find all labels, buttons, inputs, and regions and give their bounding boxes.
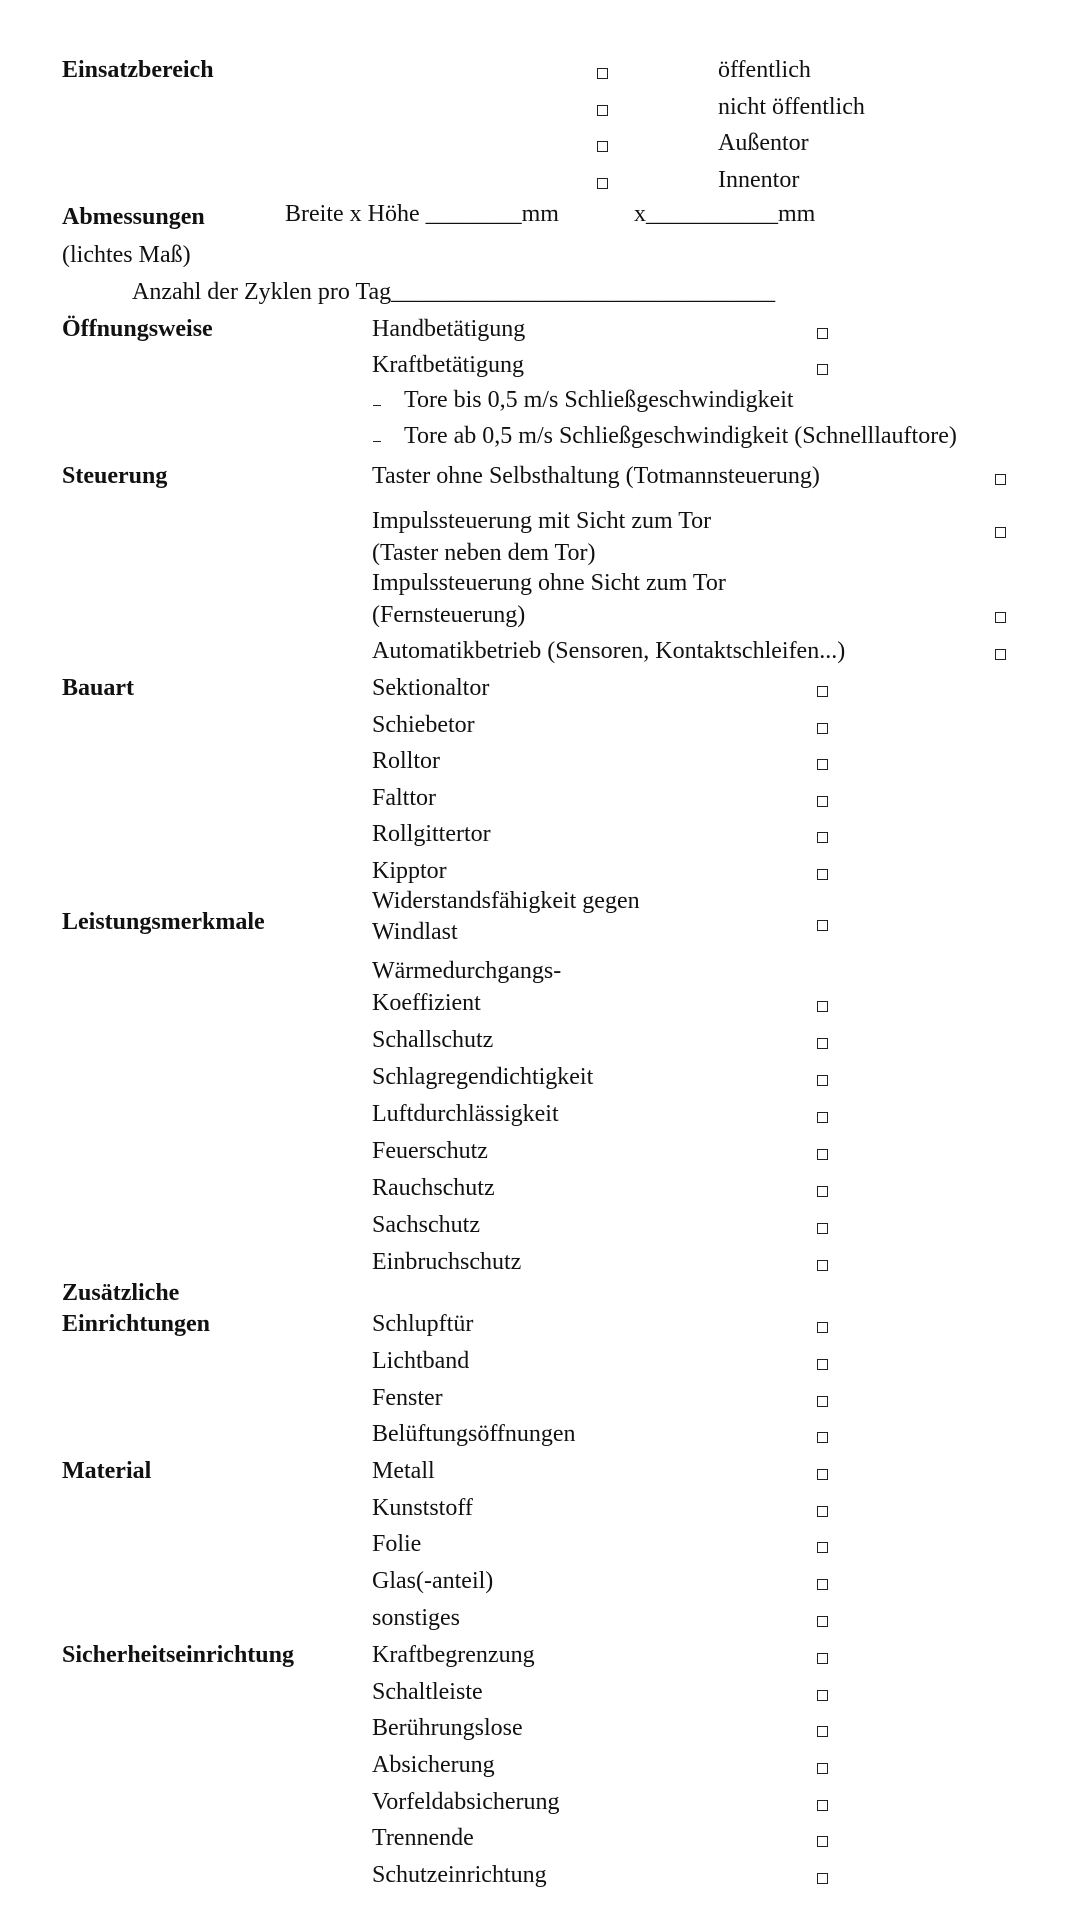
checkbox-kraftbetaetigung[interactable] — [817, 364, 828, 375]
sicherheit-item: Kraftbegrenzung — [372, 1642, 535, 1668]
leistung-item: Luftdurchlässigkeit — [372, 1101, 559, 1127]
checkbox-schlagregendichtigkeit[interactable] — [817, 1075, 828, 1086]
checkbox-schiebetor[interactable] — [817, 723, 828, 734]
checkbox-feuerschutz[interactable] — [817, 1149, 828, 1160]
checkbox-handbetaetigung[interactable] — [817, 328, 828, 339]
bauart-item: Schiebetor — [372, 712, 475, 738]
sicherheit-item: Vorfeldabsicherung — [372, 1789, 560, 1815]
checkbox-sachschutz[interactable] — [817, 1223, 828, 1234]
sicherheit-item: Schaltleiste — [372, 1679, 483, 1705]
hoehe-field[interactable]: x___________mm — [634, 201, 816, 227]
einsatzbereich-heading: Einsatzbereich — [62, 57, 214, 83]
option-oeffentlich: öffentlich — [718, 57, 811, 83]
checkbox-vorfeldabsicherung[interactable] — [817, 1800, 828, 1811]
checkbox-sonstiges[interactable] — [817, 1616, 828, 1627]
zusatz-item: Fenster — [372, 1385, 443, 1411]
checkbox-impuls-sicht[interactable] — [995, 527, 1006, 538]
bullet-dash — [373, 405, 381, 406]
sicherheit-item: Absicherung — [372, 1752, 495, 1778]
zusatz-heading-2: Einrichtungen — [62, 1311, 211, 1337]
tore-ab-label: Tore ab 0,5 m/s Schließgeschwindigkeit (Schnelllauftore) — [404, 423, 957, 449]
material-item: sonstiges — [372, 1605, 461, 1631]
checkbox-luftdurchlaessigkeit[interactable] — [817, 1112, 828, 1123]
waerme-sublabel: Koeffizient — [372, 990, 481, 1016]
leistung-item: Rauchschutz — [372, 1175, 495, 1201]
wind-sublabel: Windlast — [372, 919, 458, 945]
steuerung-heading: Steuerung — [62, 463, 168, 489]
oeffnungsweise-heading: Öffnungsweise — [62, 316, 213, 342]
leistung-item: Feuerschutz — [372, 1138, 488, 1164]
leistung-item: Schallschutz — [372, 1027, 494, 1053]
checkbox-glas[interactable] — [817, 1579, 828, 1590]
checkbox-belueftung[interactable] — [817, 1432, 828, 1443]
checkbox-lichtband[interactable] — [817, 1359, 828, 1370]
sicherheit-item: Schutzeinrichtung — [372, 1862, 547, 1888]
checkbox-nicht-oeffentlich[interactable] — [597, 105, 608, 116]
material-item: Glas(-anteil) — [372, 1568, 494, 1594]
checkbox-rollgittertor[interactable] — [817, 832, 828, 843]
bauart-item: Rollgittertor — [372, 821, 491, 847]
abmessungen-sublabel: (lichtes Maß) — [62, 242, 191, 268]
impuls-ohne-sublabel: (Fernsteuerung) — [372, 602, 526, 628]
checkbox-impuls-ohne[interactable] — [995, 612, 1006, 623]
bauart-item: Rolltor — [372, 748, 441, 774]
material-item: Metall — [372, 1458, 435, 1484]
checkbox-fenster[interactable] — [817, 1396, 828, 1407]
zusatz-item: Schlupftür — [372, 1311, 474, 1337]
checkbox-sektionaltor[interactable] — [817, 686, 828, 697]
material-item: Kunststoff — [372, 1495, 473, 1521]
wind-label: Widerstandsfähigkeit gegen — [372, 888, 640, 914]
bauart-item: Falttor — [372, 785, 436, 811]
zusatz-heading: Zusätzliche — [62, 1280, 180, 1306]
checkbox-kraftbegrenzung[interactable] — [817, 1653, 828, 1664]
checkbox-trennende[interactable] — [817, 1836, 828, 1847]
breite-hoehe-field[interactable]: Breite x Höhe ________mm — [285, 201, 559, 227]
bauart-item: Sektionaltor — [372, 675, 490, 701]
automatik-label: Automatikbetrieb (Sensoren, Kontaktschleifen...) — [372, 638, 846, 664]
handbetaetigung-label: Handbetätigung — [372, 316, 526, 342]
impuls-sicht-label: Impulssteuerung mit Sicht zum Tor — [372, 508, 712, 534]
checkbox-schaltleiste[interactable] — [817, 1690, 828, 1701]
checkbox-absicherung[interactable] — [817, 1763, 828, 1774]
checkbox-waermedurchgang[interactable] — [817, 1001, 828, 1012]
checkbox-automatik[interactable] — [995, 649, 1006, 660]
checkbox-schlupftuer[interactable] — [817, 1322, 828, 1333]
tore-bis-label: Tore bis 0,5 m/s Schließgeschwindigkeit — [404, 387, 794, 413]
checkbox-kipptor[interactable] — [817, 869, 828, 880]
checkbox-beruehrungslose[interactable] — [817, 1726, 828, 1737]
checkbox-totmann[interactable] — [995, 474, 1006, 485]
zusatz-item: Belüftungsöffnungen — [372, 1421, 576, 1447]
option-nicht-oeffentlich: nicht öffentlich — [718, 94, 865, 120]
checkbox-innentor[interactable] — [597, 178, 608, 189]
checkbox-folie[interactable] — [817, 1542, 828, 1553]
checkbox-windlast[interactable] — [817, 920, 828, 931]
checkbox-schallschutz[interactable] — [817, 1038, 828, 1049]
bauart-item: Kipptor — [372, 858, 447, 884]
zyklen-field[interactable]: Anzahl der Zyklen pro Tag________________________________ — [132, 279, 776, 305]
impuls-ohne-label: Impulssteuerung ohne Sicht zum Tor — [372, 570, 726, 596]
bauart-heading: Bauart — [62, 675, 134, 701]
abmessungen-heading: Abmessungen — [62, 204, 205, 230]
leistung-item: Sachschutz — [372, 1212, 480, 1238]
checkbox-metall[interactable] — [817, 1469, 828, 1480]
impuls-sicht-sublabel: (Taster neben dem Tor) — [372, 540, 596, 566]
checkbox-falttor[interactable] — [817, 796, 828, 807]
checkbox-kunststoff[interactable] — [817, 1506, 828, 1517]
checkbox-einbruchschutz[interactable] — [817, 1260, 828, 1271]
leistung-item: Einbruchschutz — [372, 1249, 522, 1275]
sicherheit-item: Trennende — [372, 1825, 474, 1851]
checkbox-rauchschutz[interactable] — [817, 1186, 828, 1197]
checkbox-schutzeinrichtung[interactable] — [817, 1873, 828, 1884]
leistungsmerkmale-heading: Leistungsmerkmale — [62, 909, 265, 935]
option-innentor: Innentor — [718, 167, 800, 193]
sicherheit-item: Berührungslose — [372, 1715, 523, 1741]
waerme-label: Wärmedurchgangs- — [372, 958, 562, 984]
checkbox-rolltor[interactable] — [817, 759, 828, 770]
totmann-label: Taster ohne Selbsthaltung (Totmannsteuerung) — [372, 463, 820, 489]
leistung-item: Schlagregendichtigkeit — [372, 1064, 594, 1090]
sicherheit-heading: Sicherheitseinrichtung — [62, 1642, 294, 1668]
kraftbetaetigung-label: Kraftbetätigung — [372, 352, 524, 378]
material-heading: Material — [62, 1458, 152, 1484]
bullet-dash — [373, 441, 381, 442]
material-item: Folie — [372, 1531, 422, 1557]
option-aussentor: Außentor — [718, 130, 809, 156]
checkbox-aussentor[interactable] — [597, 141, 608, 152]
checkbox-oeffentlich[interactable] — [597, 68, 608, 79]
zusatz-item: Lichtband — [372, 1348, 470, 1374]
